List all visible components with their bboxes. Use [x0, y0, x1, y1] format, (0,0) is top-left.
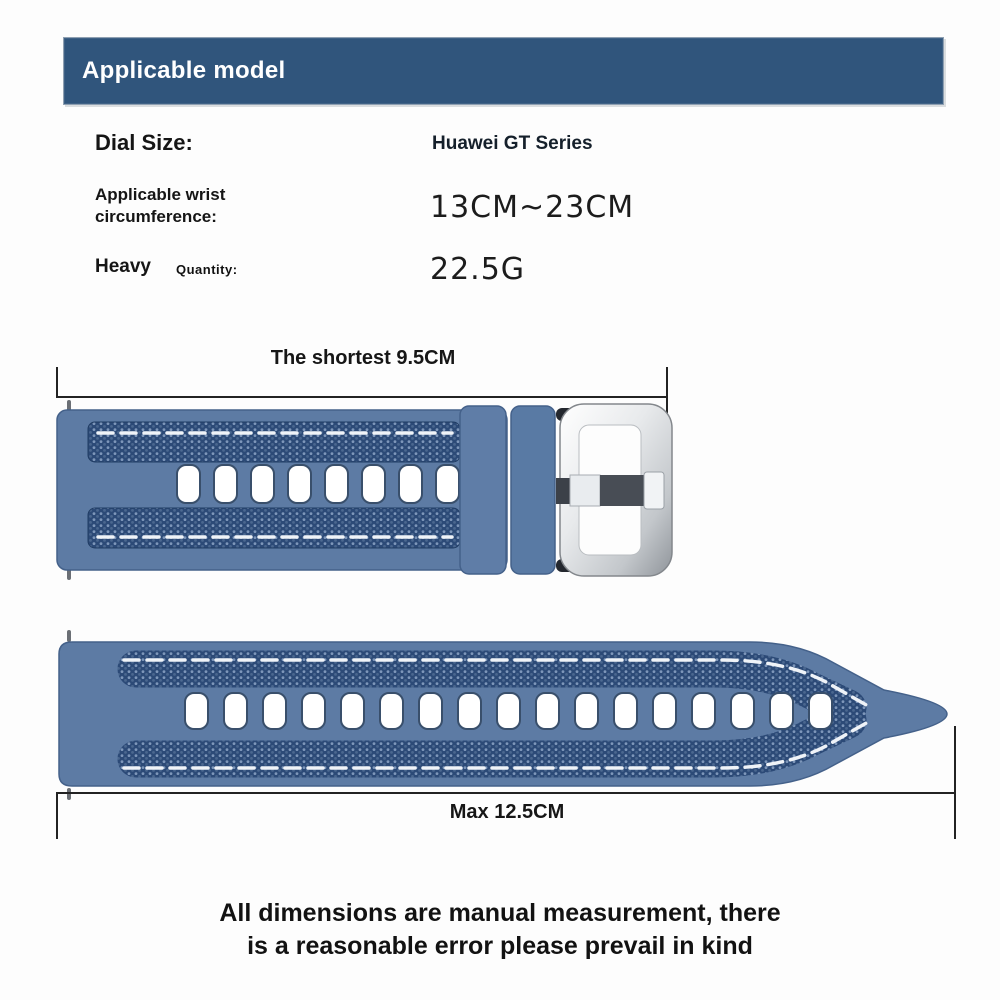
short-strap-dimension-label: The shortest 9.5CM: [270, 347, 456, 369]
keeper-loop: [511, 406, 555, 574]
spring-bar-pin-top: [67, 630, 71, 642]
weight-value: 22.5G: [430, 252, 526, 287]
section-title: Applicable model: [82, 57, 286, 84]
buckle-prong-tip: [644, 472, 664, 509]
texture-band-bottom: [88, 508, 460, 548]
short-dimension-tick-left: [56, 367, 58, 398]
disclaimer-line1: All dimensions are manual measurement, there: [219, 899, 781, 927]
short-strap-illustration: [50, 398, 680, 582]
wrist-circumference-label: Applicable wrist circumference:: [95, 185, 226, 226]
disclaimer-line2: is a reasonable error please prevail in kind: [247, 932, 753, 960]
long-strap-illustration: [50, 628, 960, 806]
texture-band-top: [88, 422, 460, 462]
strap-holes: [185, 693, 832, 729]
spring-bar-pin-bottom: [67, 788, 71, 800]
buckle-prong-silver: [570, 475, 600, 506]
long-strap: [59, 630, 947, 800]
buckle-prong-dark: [600, 475, 646, 506]
short-strap: [57, 400, 672, 580]
weight-label: Heavy: [95, 256, 151, 277]
disclaimer-text: [120, 897, 880, 963]
dial-size-value: Huawei GT Series: [432, 133, 593, 154]
dial-size-label: Dial Size:: [95, 130, 193, 155]
long-strap-dimension-label: Max 12.5CM: [449, 801, 565, 823]
long-dimension-line: [57, 792, 956, 794]
weight-sublabel: Quantity:: [176, 262, 238, 277]
buckle: [556, 404, 672, 576]
wrist-circumference-value: 13CM~23CM: [430, 190, 635, 225]
strap-end-cap: [460, 406, 506, 574]
section-header-banner: [63, 37, 944, 105]
